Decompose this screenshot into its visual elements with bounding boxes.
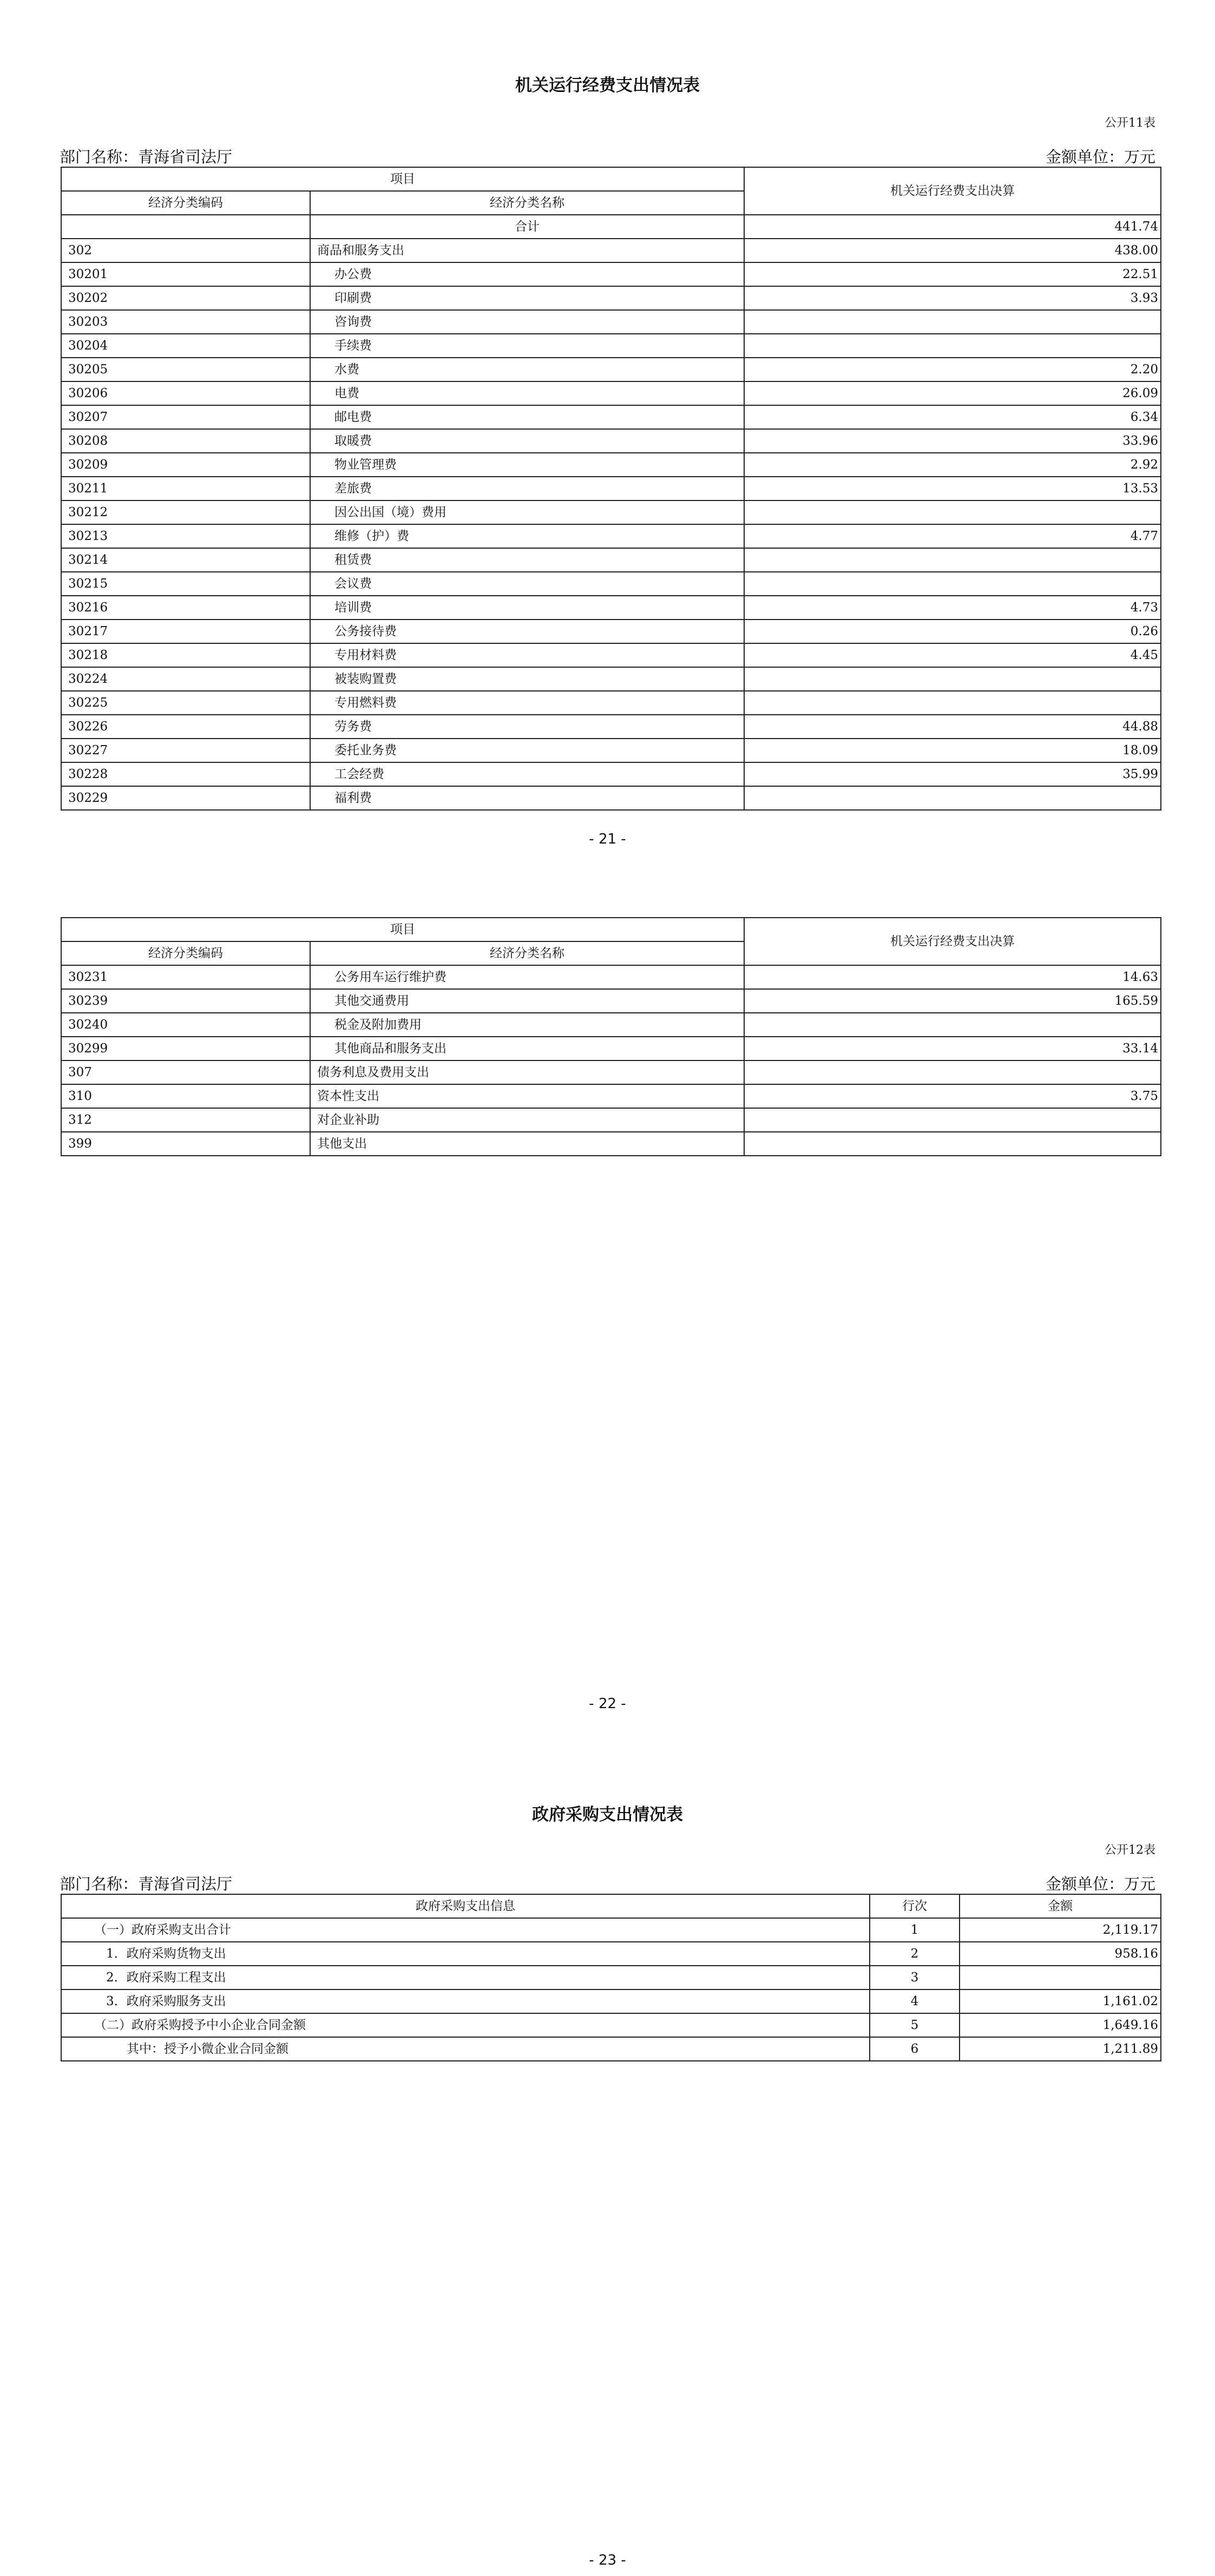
row-number-cell: 3 bbox=[870, 1966, 960, 1989]
table-row bbox=[61, 500, 1161, 524]
table-row bbox=[61, 286, 1161, 310]
unit-label: 金额单位：万元 bbox=[1045, 1875, 1155, 1893]
name-cell: 工会经费 bbox=[310, 762, 744, 786]
amount-cell: 4.45 bbox=[744, 643, 1161, 667]
name-cell: 税金及附加费用 bbox=[310, 1013, 744, 1037]
name-cell: 办公费 bbox=[310, 262, 744, 286]
table-row bbox=[61, 786, 1161, 810]
name-cell: 培训费 bbox=[310, 596, 744, 620]
name-cell: 委托业务费 bbox=[310, 739, 744, 762]
amount-cell: 2,119.17 bbox=[960, 1918, 1161, 1942]
table-row bbox=[61, 2037, 1161, 2061]
name-cell: 物业管理费 bbox=[310, 453, 744, 477]
total-label: 合计 bbox=[310, 215, 744, 239]
code-cell: 310 bbox=[61, 1084, 310, 1108]
name-cell: 福利费 bbox=[310, 786, 744, 810]
table-row bbox=[61, 739, 1161, 762]
amount-cell bbox=[744, 548, 1161, 572]
header-amount: 金额 bbox=[960, 1894, 1161, 1918]
amount-cell: 14.63 bbox=[744, 965, 1161, 989]
amount-cell: 33.14 bbox=[744, 1037, 1161, 1060]
amount-cell: 18.09 bbox=[744, 739, 1161, 762]
department-label: 部门名称：青海省司法厅 bbox=[60, 148, 233, 166]
code-cell: 30202 bbox=[61, 286, 310, 310]
code-cell: 302 bbox=[61, 239, 310, 262]
name-cell: 公务接待费 bbox=[310, 620, 744, 643]
name-cell: 其他商品和服务支出 bbox=[310, 1037, 744, 1060]
amount-cell: 26.09 bbox=[744, 381, 1161, 405]
info-cell: 3．政府采购服务支出 bbox=[61, 1989, 870, 2013]
code-cell: 30201 bbox=[61, 262, 310, 286]
code-cell: 30209 bbox=[61, 453, 310, 477]
row-number-cell: 4 bbox=[870, 1989, 960, 2013]
amount-cell bbox=[744, 310, 1161, 334]
name-cell: 劳务费 bbox=[310, 715, 744, 739]
amount-cell bbox=[744, 1060, 1161, 1084]
amount-cell: 0.26 bbox=[744, 620, 1161, 643]
header-code: 经济分类编码 bbox=[61, 191, 310, 215]
name-cell: 资本性支出 bbox=[310, 1084, 744, 1108]
name-cell: 维修（护）费 bbox=[310, 524, 744, 548]
table-row bbox=[61, 1037, 1161, 1060]
header-amount: 机关运行经费支出决算 bbox=[744, 918, 1161, 965]
code-cell: 30228 bbox=[61, 762, 310, 786]
table-row bbox=[61, 262, 1161, 286]
amount-cell: 165.59 bbox=[744, 989, 1161, 1013]
info-cell: 1．政府采购货物支出 bbox=[61, 1942, 870, 1966]
code-cell: 399 bbox=[61, 1132, 310, 1156]
amount-cell bbox=[744, 667, 1161, 691]
code-cell: 30218 bbox=[61, 643, 310, 667]
total-value: 441.74 bbox=[744, 215, 1161, 239]
code-cell: 30226 bbox=[61, 715, 310, 739]
table-row bbox=[61, 334, 1161, 358]
row-number-cell: 1 bbox=[870, 1918, 960, 1942]
department-label: 部门名称：青海省司法厅 bbox=[60, 1875, 233, 1893]
amount-cell bbox=[744, 691, 1161, 715]
table-row bbox=[61, 1013, 1161, 1037]
code-cell: 30225 bbox=[61, 691, 310, 715]
header-project: 项目 bbox=[61, 918, 744, 941]
header-row-number: 行次 bbox=[870, 1894, 960, 1918]
table-row bbox=[61, 429, 1161, 453]
code-cell: 30231 bbox=[61, 965, 310, 989]
code-cell: 307 bbox=[61, 1060, 310, 1084]
name-cell: 取暖费 bbox=[310, 429, 744, 453]
name-cell: 印刷费 bbox=[310, 286, 744, 310]
amount-cell: 2.92 bbox=[744, 453, 1161, 477]
name-cell: 债务利息及费用支出 bbox=[310, 1060, 744, 1084]
table-row bbox=[61, 477, 1161, 500]
code-cell: 30224 bbox=[61, 667, 310, 691]
code-cell: 30207 bbox=[61, 405, 310, 429]
info-cell: 其中：授予小微企业合同金额 bbox=[61, 2037, 870, 2061]
amount-cell: 3.93 bbox=[744, 286, 1161, 310]
table-row bbox=[61, 1966, 1161, 1989]
amount-cell: 2.20 bbox=[744, 358, 1161, 381]
amount-cell: 6.34 bbox=[744, 405, 1161, 429]
name-cell: 邮电费 bbox=[310, 405, 744, 429]
table-row bbox=[61, 310, 1161, 334]
header-name: 经济分类名称 bbox=[310, 191, 744, 215]
row-number-cell: 2 bbox=[870, 1942, 960, 1966]
name-cell: 其他支出 bbox=[310, 1132, 744, 1156]
code-cell: 30229 bbox=[61, 786, 310, 810]
name-cell: 咨询费 bbox=[310, 310, 744, 334]
code-cell: 30206 bbox=[61, 381, 310, 405]
amount-cell: 4.77 bbox=[744, 524, 1161, 548]
expense-table bbox=[61, 167, 1161, 811]
code-cell: 30299 bbox=[61, 1037, 310, 1060]
amount-cell bbox=[744, 334, 1161, 358]
expense-table-continued bbox=[61, 917, 1161, 1156]
name-cell: 专用材料费 bbox=[310, 643, 744, 667]
table-row bbox=[61, 620, 1161, 643]
table-row bbox=[61, 1942, 1161, 1966]
table-row bbox=[61, 2013, 1161, 2037]
code-cell: 30211 bbox=[61, 477, 310, 500]
table-tag: 公开11表 bbox=[1105, 116, 1155, 130]
table-row bbox=[61, 691, 1161, 715]
page-title: 机关运行经费支出情况表 bbox=[515, 76, 700, 95]
code-cell: 30205 bbox=[61, 358, 310, 381]
info-cell: （一）政府采购支出合计 bbox=[61, 1918, 870, 1942]
code-cell: 30212 bbox=[61, 500, 310, 524]
total-row bbox=[61, 215, 1161, 239]
code-cell: 30240 bbox=[61, 1013, 310, 1037]
amount-cell: 1,161.02 bbox=[960, 1989, 1161, 2013]
name-cell: 租赁费 bbox=[310, 548, 744, 572]
row-number-cell: 6 bbox=[870, 2037, 960, 2061]
amount-cell bbox=[744, 1132, 1161, 1156]
row-number-cell: 5 bbox=[870, 2013, 960, 2037]
table-row bbox=[61, 524, 1161, 548]
name-cell: 公务用车运行维护费 bbox=[310, 965, 744, 989]
amount-cell: 35.99 bbox=[744, 762, 1161, 786]
code-cell: 30203 bbox=[61, 310, 310, 334]
code-cell: 30239 bbox=[61, 989, 310, 1013]
amount-cell bbox=[744, 1108, 1161, 1132]
table-row bbox=[61, 1989, 1161, 2013]
table-row bbox=[61, 453, 1161, 477]
amount-cell bbox=[744, 1013, 1161, 1037]
info-cell: 2．政府采购工程支出 bbox=[61, 1966, 870, 1989]
header-info: 政府采购支出信息 bbox=[61, 1894, 870, 1918]
amount-cell: 1,211.89 bbox=[960, 2037, 1161, 2061]
table-row bbox=[61, 965, 1161, 989]
table-row bbox=[61, 572, 1161, 596]
table-row bbox=[61, 239, 1161, 262]
name-cell: 因公出国（境）费用 bbox=[310, 500, 744, 524]
amount-cell bbox=[744, 572, 1161, 596]
table-row bbox=[61, 596, 1161, 620]
code-cell: 30204 bbox=[61, 334, 310, 358]
code-cell: 312 bbox=[61, 1108, 310, 1132]
table-row bbox=[61, 548, 1161, 572]
table-row bbox=[61, 715, 1161, 739]
table-header-row bbox=[61, 1894, 1161, 1918]
code-cell: 30213 bbox=[61, 524, 310, 548]
header-project: 项目 bbox=[61, 167, 744, 191]
header-amount: 机关运行经费支出决算 bbox=[744, 167, 1161, 215]
code-cell: 30216 bbox=[61, 596, 310, 620]
table-row bbox=[61, 405, 1161, 429]
name-cell: 手续费 bbox=[310, 334, 744, 358]
amount-cell: 1,649.16 bbox=[960, 2013, 1161, 2037]
table-row bbox=[61, 1132, 1161, 1156]
table-row bbox=[61, 643, 1161, 667]
amount-cell bbox=[960, 1966, 1161, 1989]
code-cell: 30217 bbox=[61, 620, 310, 643]
page-title: 政府采购支出情况表 bbox=[532, 1805, 683, 1824]
name-cell: 被装购置费 bbox=[310, 667, 744, 691]
name-cell: 会议费 bbox=[310, 572, 744, 596]
table-header-row bbox=[61, 918, 1161, 941]
name-cell: 水费 bbox=[310, 358, 744, 381]
unit-label: 金额单位：万元 bbox=[1045, 148, 1155, 166]
table-header-row bbox=[61, 167, 1161, 191]
page-number: - 22 - bbox=[589, 1696, 626, 1712]
amount-cell: 33.96 bbox=[744, 429, 1161, 453]
page-number: - 21 - bbox=[589, 831, 626, 847]
code-cell: 30208 bbox=[61, 429, 310, 453]
name-cell: 电费 bbox=[310, 381, 744, 405]
table-row bbox=[61, 358, 1161, 381]
amount-cell: 3.75 bbox=[744, 1084, 1161, 1108]
name-cell: 对企业补助 bbox=[310, 1108, 744, 1132]
table-row bbox=[61, 762, 1161, 786]
table-row bbox=[61, 381, 1161, 405]
amount-cell bbox=[744, 786, 1161, 810]
amount-cell: 958.16 bbox=[960, 1942, 1161, 1966]
table-row bbox=[61, 989, 1161, 1013]
amount-cell: 44.88 bbox=[744, 715, 1161, 739]
amount-cell: 22.51 bbox=[744, 262, 1161, 286]
amount-cell: 4.73 bbox=[744, 596, 1161, 620]
table-row bbox=[61, 1060, 1161, 1084]
table-tag: 公开12表 bbox=[1105, 1843, 1155, 1857]
name-cell: 专用燃料费 bbox=[310, 691, 744, 715]
header-name: 经济分类名称 bbox=[310, 941, 744, 965]
total-code-cell bbox=[61, 215, 310, 239]
info-cell: （二）政府采购授予中小企业合同金额 bbox=[61, 2013, 870, 2037]
amount-cell: 13.53 bbox=[744, 477, 1161, 500]
amount-cell bbox=[744, 500, 1161, 524]
name-cell: 差旅费 bbox=[310, 477, 744, 500]
page-number: - 23 - bbox=[589, 2552, 626, 2568]
code-cell: 30214 bbox=[61, 548, 310, 572]
table-row bbox=[61, 667, 1161, 691]
code-cell: 30215 bbox=[61, 572, 310, 596]
table-row bbox=[61, 1918, 1161, 1942]
table-row bbox=[61, 1084, 1161, 1108]
table-row bbox=[61, 1108, 1161, 1132]
header-code: 经济分类编码 bbox=[61, 941, 310, 965]
name-cell: 其他交通费用 bbox=[310, 989, 744, 1013]
amount-cell: 438.00 bbox=[744, 239, 1161, 262]
code-cell: 30227 bbox=[61, 739, 310, 762]
procurement-table bbox=[61, 1894, 1161, 2061]
name-cell: 商品和服务支出 bbox=[310, 239, 744, 262]
